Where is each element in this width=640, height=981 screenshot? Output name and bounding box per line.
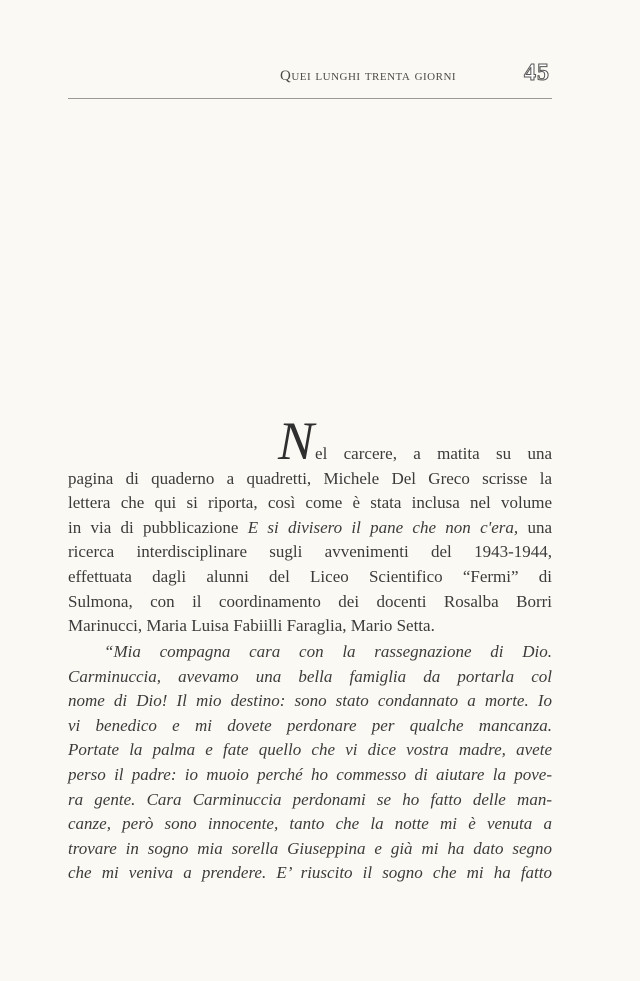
drop-cap: N xyxy=(278,411,315,471)
letter-line: trovare in sogno mia sorella Giuseppina e già mi ha dato segno xyxy=(68,838,552,858)
letter-line: Portate la palma e fate quello che vi dice vostra madre, avete xyxy=(68,740,552,760)
text-line: ricerca interdisciplinare sugli avvenimenti del 1943-1944, xyxy=(68,542,552,562)
text-line xyxy=(68,516,552,541)
letter-line: che mi veniva a prendere. E’ riuscito il sogno che mi ha fatto xyxy=(68,863,552,883)
running-title: Quei lunghi trenta giorni xyxy=(280,68,457,84)
text-line: pagina di quaderno a quadretti, Michele Del Greco scrisse la xyxy=(68,468,552,488)
first-line-text: el carcere, a matita su una xyxy=(315,444,552,463)
letter-line: perso il padre: io muoio perché ho commesso di aiutare la pove- xyxy=(68,764,552,784)
text-segment: in via di pubblicazione xyxy=(68,517,248,537)
letter-line: nome di Dio! Il mio destino: sono stato condannato a morte. Io xyxy=(68,691,552,711)
first-line xyxy=(68,411,552,471)
page-header xyxy=(68,58,552,99)
letter-line: “Mia compagna cara con la rassegnazione di Dio. xyxy=(104,642,552,661)
letter-line: canze, però sono innocente, tanto che la notte mi è venuta a xyxy=(68,814,552,834)
text-line: Sulmona, con il coordinamento dei docenti Rosalba Borri xyxy=(68,591,552,611)
text-line: Marinucci, Maria Luisa Fabiilli Faraglia, Mario Setta. xyxy=(68,616,435,636)
book-title: E si divisero il pane che non c'era, xyxy=(247,517,519,537)
intro-paragraph xyxy=(68,411,552,639)
text-segment: una xyxy=(518,517,552,537)
text-line: effettuata dagli alunni del Liceo Scientifico “Fermi” di xyxy=(68,566,552,586)
text-line: lettera che qui si riporta, così come è stata inclusa nel volume xyxy=(68,493,552,513)
letter-line: Carminuccia, avevamo una bella famiglia da portarla col xyxy=(68,666,552,686)
page-number: 45 xyxy=(524,60,550,86)
letter-paragraph xyxy=(68,640,552,886)
letter-line: vi benedico e mi dovete perdonare per qualche mancanza. xyxy=(68,715,552,735)
letter-line: ra gente. Cara Carminuccia perdonami se ho fatto delle man- xyxy=(68,789,552,809)
